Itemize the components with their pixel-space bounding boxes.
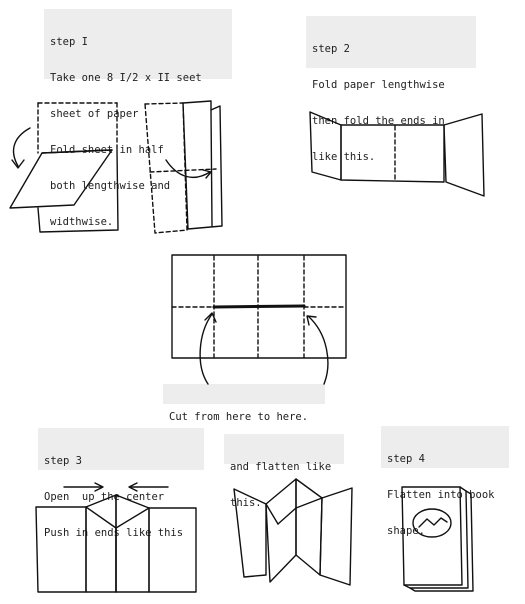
step4-line: Flatten into book <box>387 489 495 501</box>
step2-illustration <box>310 112 484 196</box>
step3-line: Open up the center <box>44 491 165 503</box>
step2-line: Fold paper lengthwise <box>312 79 445 91</box>
step3-illustration <box>36 483 196 592</box>
step4-heading: step 4 <box>387 453 425 465</box>
step1-line: both lengthwise and <box>50 180 171 192</box>
step4-line: shape. <box>387 525 425 537</box>
flatten-illustration <box>234 479 352 585</box>
step3-heading: step 3 <box>44 455 82 467</box>
step1-line: Fold sheet in half <box>50 144 164 156</box>
step3-line: Push in ends like this <box>44 527 184 539</box>
step1-fold-in-illustration <box>145 101 222 233</box>
step1-fold-down-illustration <box>10 103 118 232</box>
step2-line: like this. <box>312 151 376 163</box>
cut-diagram <box>172 255 346 384</box>
flatten-line: this. <box>230 497 262 509</box>
cut-text: Cut from here to here. <box>169 411 309 423</box>
step1-line: sheet of paper <box>50 108 139 120</box>
flatten-line: and flatten like <box>230 461 332 473</box>
step1-heading: step I <box>50 36 88 48</box>
step2-heading: step 2 <box>312 43 350 55</box>
step1-line: widthwise. <box>50 216 114 228</box>
step4-book-illustration <box>402 487 473 591</box>
step1-line: Take one 8 I/2 x II seet <box>50 72 202 84</box>
step2-line: then fold the ends in <box>312 115 445 127</box>
